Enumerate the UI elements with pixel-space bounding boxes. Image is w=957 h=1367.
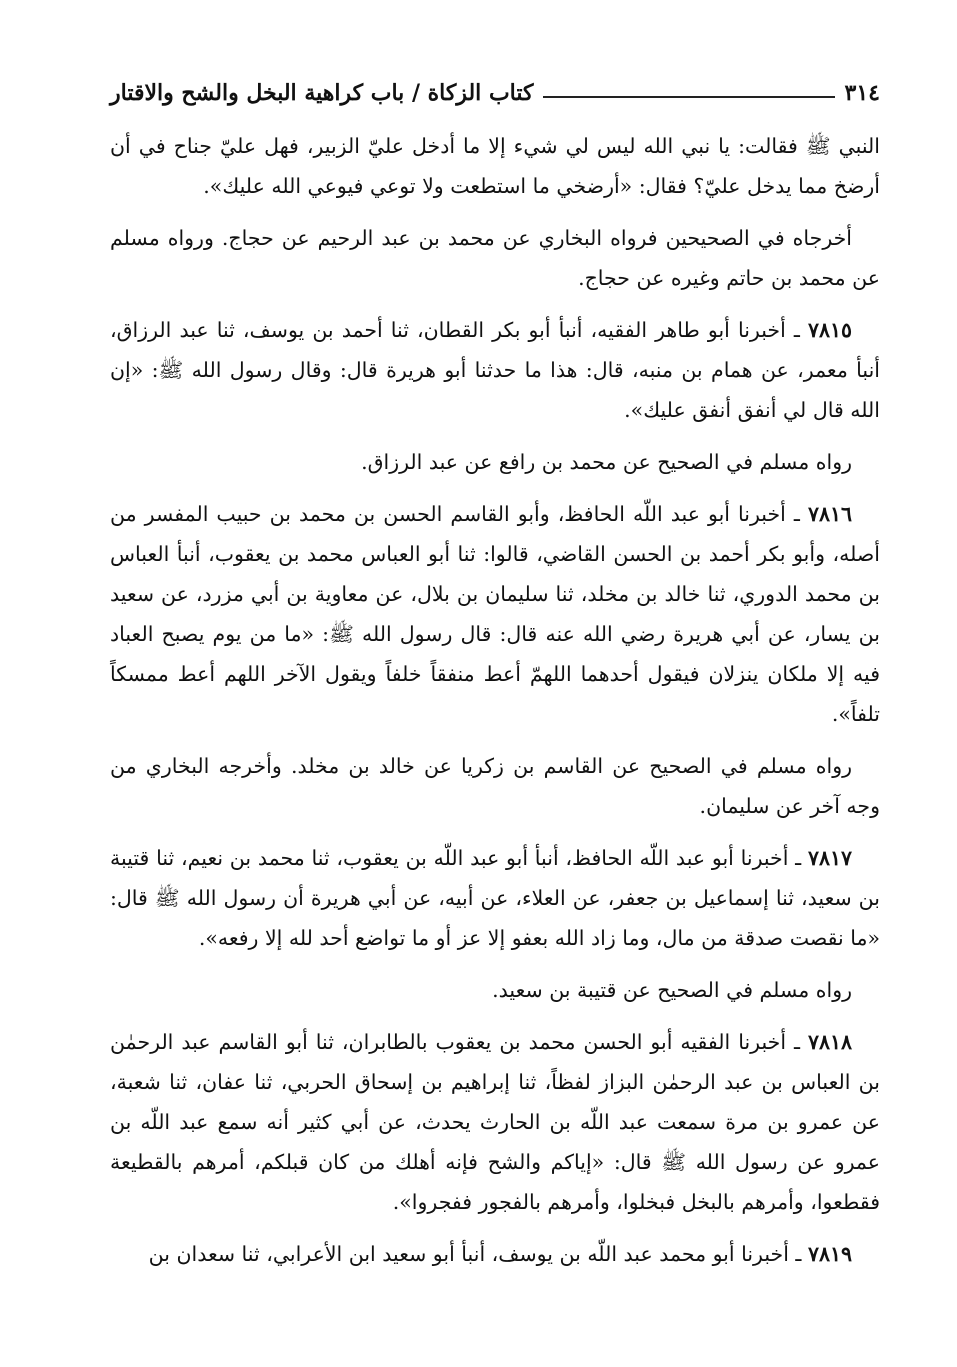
paragraph-text: أخرجاه في الصحيحين فرواه البخاري عن محمد بن عبد الرحيم عن حجاج. ورواه مسلم عن محمد بن حاتم وغيره عن حجاج. — [110, 226, 880, 290]
running-header — [110, 66, 880, 104]
hadith-paragraph — [110, 494, 880, 734]
hadith-number: ٧٨١٥ — [807, 318, 852, 342]
hadith-paragraph — [110, 310, 880, 430]
hadith-number: ٧٨١٨ — [807, 1030, 852, 1054]
paragraph-text: النبي ﷺ فقالت: يا نبي الله ليس لي شيء إلا ما أدخل عليّ الزبير، فهل عليّ جناح في أن أرضخ مما يدخل عليّ؟ فقال: «أرضخي ما استطعت ولا توعي فيوعي الله عليك». — [110, 134, 880, 198]
hadith-paragraph — [110, 1022, 880, 1222]
hadith-paragraph — [110, 838, 880, 958]
paragraph-text: ـ أخبرنا أبو محمد عبد اللّه بن يوسف، أنبأ أبو سعيد ابن الأعرابي، ثنا سعدان بن — [148, 1242, 808, 1266]
paragraph-text: ـ أخبرنا أبو عبد اللّه الحافظ، وأبو القاسم الحسن بن محمد بن حبيب المفسر من أصله، وأبو بكر أحمد بن الحسن القاضي، قالوا: ثنا أبو العباس محمد بن يعقوب، أنبأ العباس بن محمد الدوري، ثنا خالد بن مخلد، ثنا سليمان بن بلال، عن معاوية بن أبي مزرد، عن سعيد بن يسار، عن أبي هريرة رضي الله عنه قال: قال رسول الله ﷺ: «ما من يوم يصبح العباد فيه إلا ملكان ينزلان فيقول أحدهما اللهمّ أعط منفقاً خلفاً ويقول الآخر اللهم أعط ممسكاً تلفاً». — [110, 502, 880, 726]
paragraph — [110, 218, 880, 298]
hadith-number: ٧٨١٩ — [807, 1242, 852, 1266]
paragraph-text: رواه مسلم في الصحيح عن محمد بن رافع عن عبد الرزاق. — [361, 450, 852, 474]
running-title: كتاب الزكاة / باب كراهية البخل والشح والاقتار — [110, 80, 534, 106]
paragraph — [110, 970, 880, 1010]
paragraph-text: رواه مسلم في الصحيح عن القاسم بن زكريا عن خالد بن مخلد. وأخرجه البخاري من وجه آخر عن سليمان. — [110, 754, 880, 818]
paragraph-text: ـ أخبرنا أبو طاهر الفقيه، أنبأ أبو بكر القطان، ثنا أحمد بن يوسف، ثنا عبد الرزاق، أنبأ معمر، عن همام بن منبه، قال: هذا ما حدثنا أبو هريرة قال: وقال رسول الله ﷺ: «إن الله قال لي أنفق أنفق عليك». — [110, 318, 880, 422]
hadith-paragraph — [110, 1234, 880, 1274]
paragraph — [110, 442, 880, 482]
paragraph — [110, 126, 880, 206]
body-text — [110, 126, 880, 1274]
hadith-number: ٧٨١٦ — [807, 502, 852, 526]
hadith-number: ٧٨١٧ — [807, 846, 852, 870]
page-number: ٣١٤ — [844, 80, 880, 106]
paragraph-text: رواه مسلم في الصحيح عن قتيبة بن سعيد. — [492, 978, 852, 1002]
paragraph — [110, 746, 880, 826]
header-rule — [543, 96, 834, 98]
paragraph-text: ـ أخبرنا أبو عبد اللّه الحافظ، أنبأ أبو عبد اللّه بن يعقوب، ثنا محمد بن نعيم، ثنا قتيبة بن سعيد، ثنا إسماعيل بن جعفر، عن العلاء، عن أبيه، عن أبي هريرة أن رسول الله ﷺ قال: «ما نقصت صدقة من مال، وما زاد الله بعفو إلا عز أو ما تواضع أحد لله إلا رفعه». — [110, 846, 880, 950]
paragraph-text: ـ أخبرنا الفقيه أبو الحسن محمد بن يعقوب بالطابران، ثنا أبو القاسم عبد الرحمٰن بن العباس بن عبد الرحمٰن البزاز لفظاً، ثنا إبراهيم بن إسحاق الحربي، ثنا عفان، ثنا شعبة، عن عمرو بن مرة سمعت عبد اللّه بن الحارث يحدث، عن أبي كثير أنه سمع عبد اللّه بن عمرو عن رسول الله ﷺ قال: «إياكم والشح فإنه أهلك من كان قبلكم، أمرهم بالقطيعة فقطعوا، وأمرهم بالبخل فبخلوا، وأمرهم بالفجور ففجروا». — [110, 1030, 880, 1214]
page — [110, 66, 880, 1286]
